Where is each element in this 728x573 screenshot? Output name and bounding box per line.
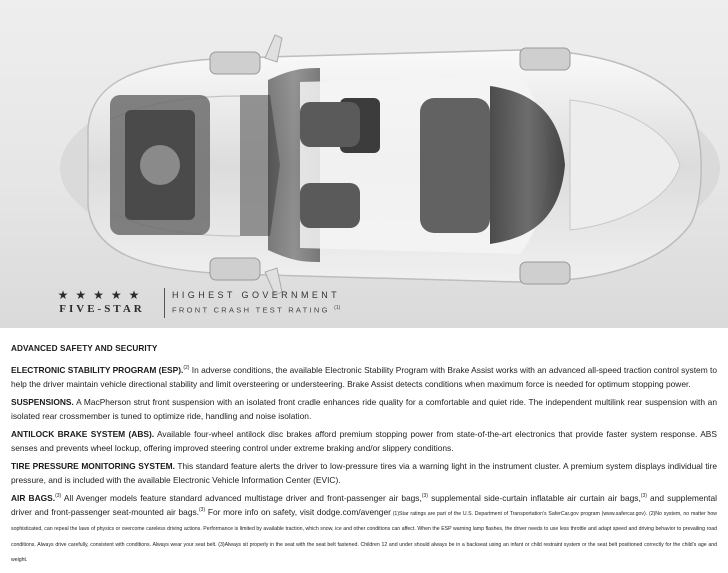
five-star-label: FIVE-STAR: [59, 303, 145, 315]
rear-left-wheel: [520, 48, 570, 70]
front-right-wheel: [210, 258, 260, 280]
tpms-paragraph: TIRE PRESSURE MONITORING SYSTEM. This standard feature alerts the driver to low-pressure tires via a warning light in the instrument cluster. A premium system displays individual tire pressure, and is included with the available Electronic Vehicle Information Center (EVIC).: [11, 461, 717, 485]
five-star-rating-badge: [40, 288, 370, 322]
footnotes: (1)Star ratings are part of the U.S. Department of Transportation’s SaferCar.gov program (www.safercar.gov). (2)No system, no matter how sophisticated, can repeal the laws of physics or overcome careless driving actions. Performance is limited by available traction, which snow, ice and other conditions can affect. When the ESP warning lamp flashes, the driver needs to use less throttle and adapt speed and driving behavior to prevailing road conditions. Always drive carefully, consistent with conditions. Always wear your seat belt. (3)Always sit properly in the seat with the seat belt fastened. Children 12 and under should always be in a backseat using an infant or child restraint system or the seat belt positioned correctly for the child’s age and weight.: [11, 510, 717, 563]
section-heading: ADVANCED SAFETY AND SECURITY: [11, 344, 158, 353]
rear-right-wheel: [520, 262, 570, 284]
airbags-paragraph: AIR BAGS.$^{(3)}$ All Avenger models feature standard advanced multistage driver and front-passenger air bags,$^{(3)}$ supplemental side-curtain inflatable air curtain air bags,$^{(3)}$ and supplemental driver and front-passenger seat-mounted air bags.$^{(3)}$ For more info on safety, visit dodge.com/avenger (1)Star ratings are part of the U.S. Department of Transportation’s SaferCar.gov program (www.safercar.gov). (2)No system, no matter how sophisticated, can repeal the laws of physics or overcome careless driving actions. Performance is limited by available traction, which snow, ice and other conditions can affect. When the ESP warning lamp flashes, the driver needs to use less throttle and adapt speed and driving behavior to prevailing road conditions. Always drive carefully, consistent with conditions. Always wear your seat belt. (3)Always sit properly in the seat with the seat belt fastened. Children 12 and under should always be in a backseat using an infant or child restraint system or the seat belt positioned correctly for the child’s age and weight.: [11, 493, 717, 563]
rating-line1: HIGHEST GOVERNMENT: [172, 290, 341, 300]
rear-bench: [420, 98, 490, 233]
suspensions-paragraph: SUSPENSIONS. A MacPherson strut front suspension with an isolated front cradle enhances ride quality for a comfortable and quiet ride. The independent multilink rear suspension with an isolated rear crossmember is tuned to optimize ride, handling and noise isolation.: [11, 397, 717, 421]
front-seat-left: [300, 102, 360, 147]
esp-paragraph: ELECTRONIC STABILITY PROGRAM (ESP).$^{(2)}$ In adverse conditions, the available Electronic Stability Program with Brake Assist works with an advanced all-speed traction control system to help the driver maintain vehicle directional stability and limit oversteering or understeering. Brake Assist detects conditions when maximum force is needed for optimum stopping power.: [11, 365, 717, 389]
abs-paragraph: ANTILOCK BRAKE SYSTEM (ABS). Available four-wheel antilock disc brakes afford premium stopping power from state-of-the-art electronics that provide faster system response. ABS senses and prevents wheel lockup, offering improved steering control under extreme braking and/or slippery conditions.: [11, 429, 717, 453]
front-seat-right: [300, 183, 360, 228]
safety-copy: [11, 344, 717, 573]
front-left-wheel: [210, 52, 260, 74]
rating-line2: FRONT CRASH TEST RATING $^{(1)}$: [172, 305, 341, 315]
rating-divider: [164, 288, 165, 318]
star-icons: ★★★★★: [57, 288, 147, 302]
